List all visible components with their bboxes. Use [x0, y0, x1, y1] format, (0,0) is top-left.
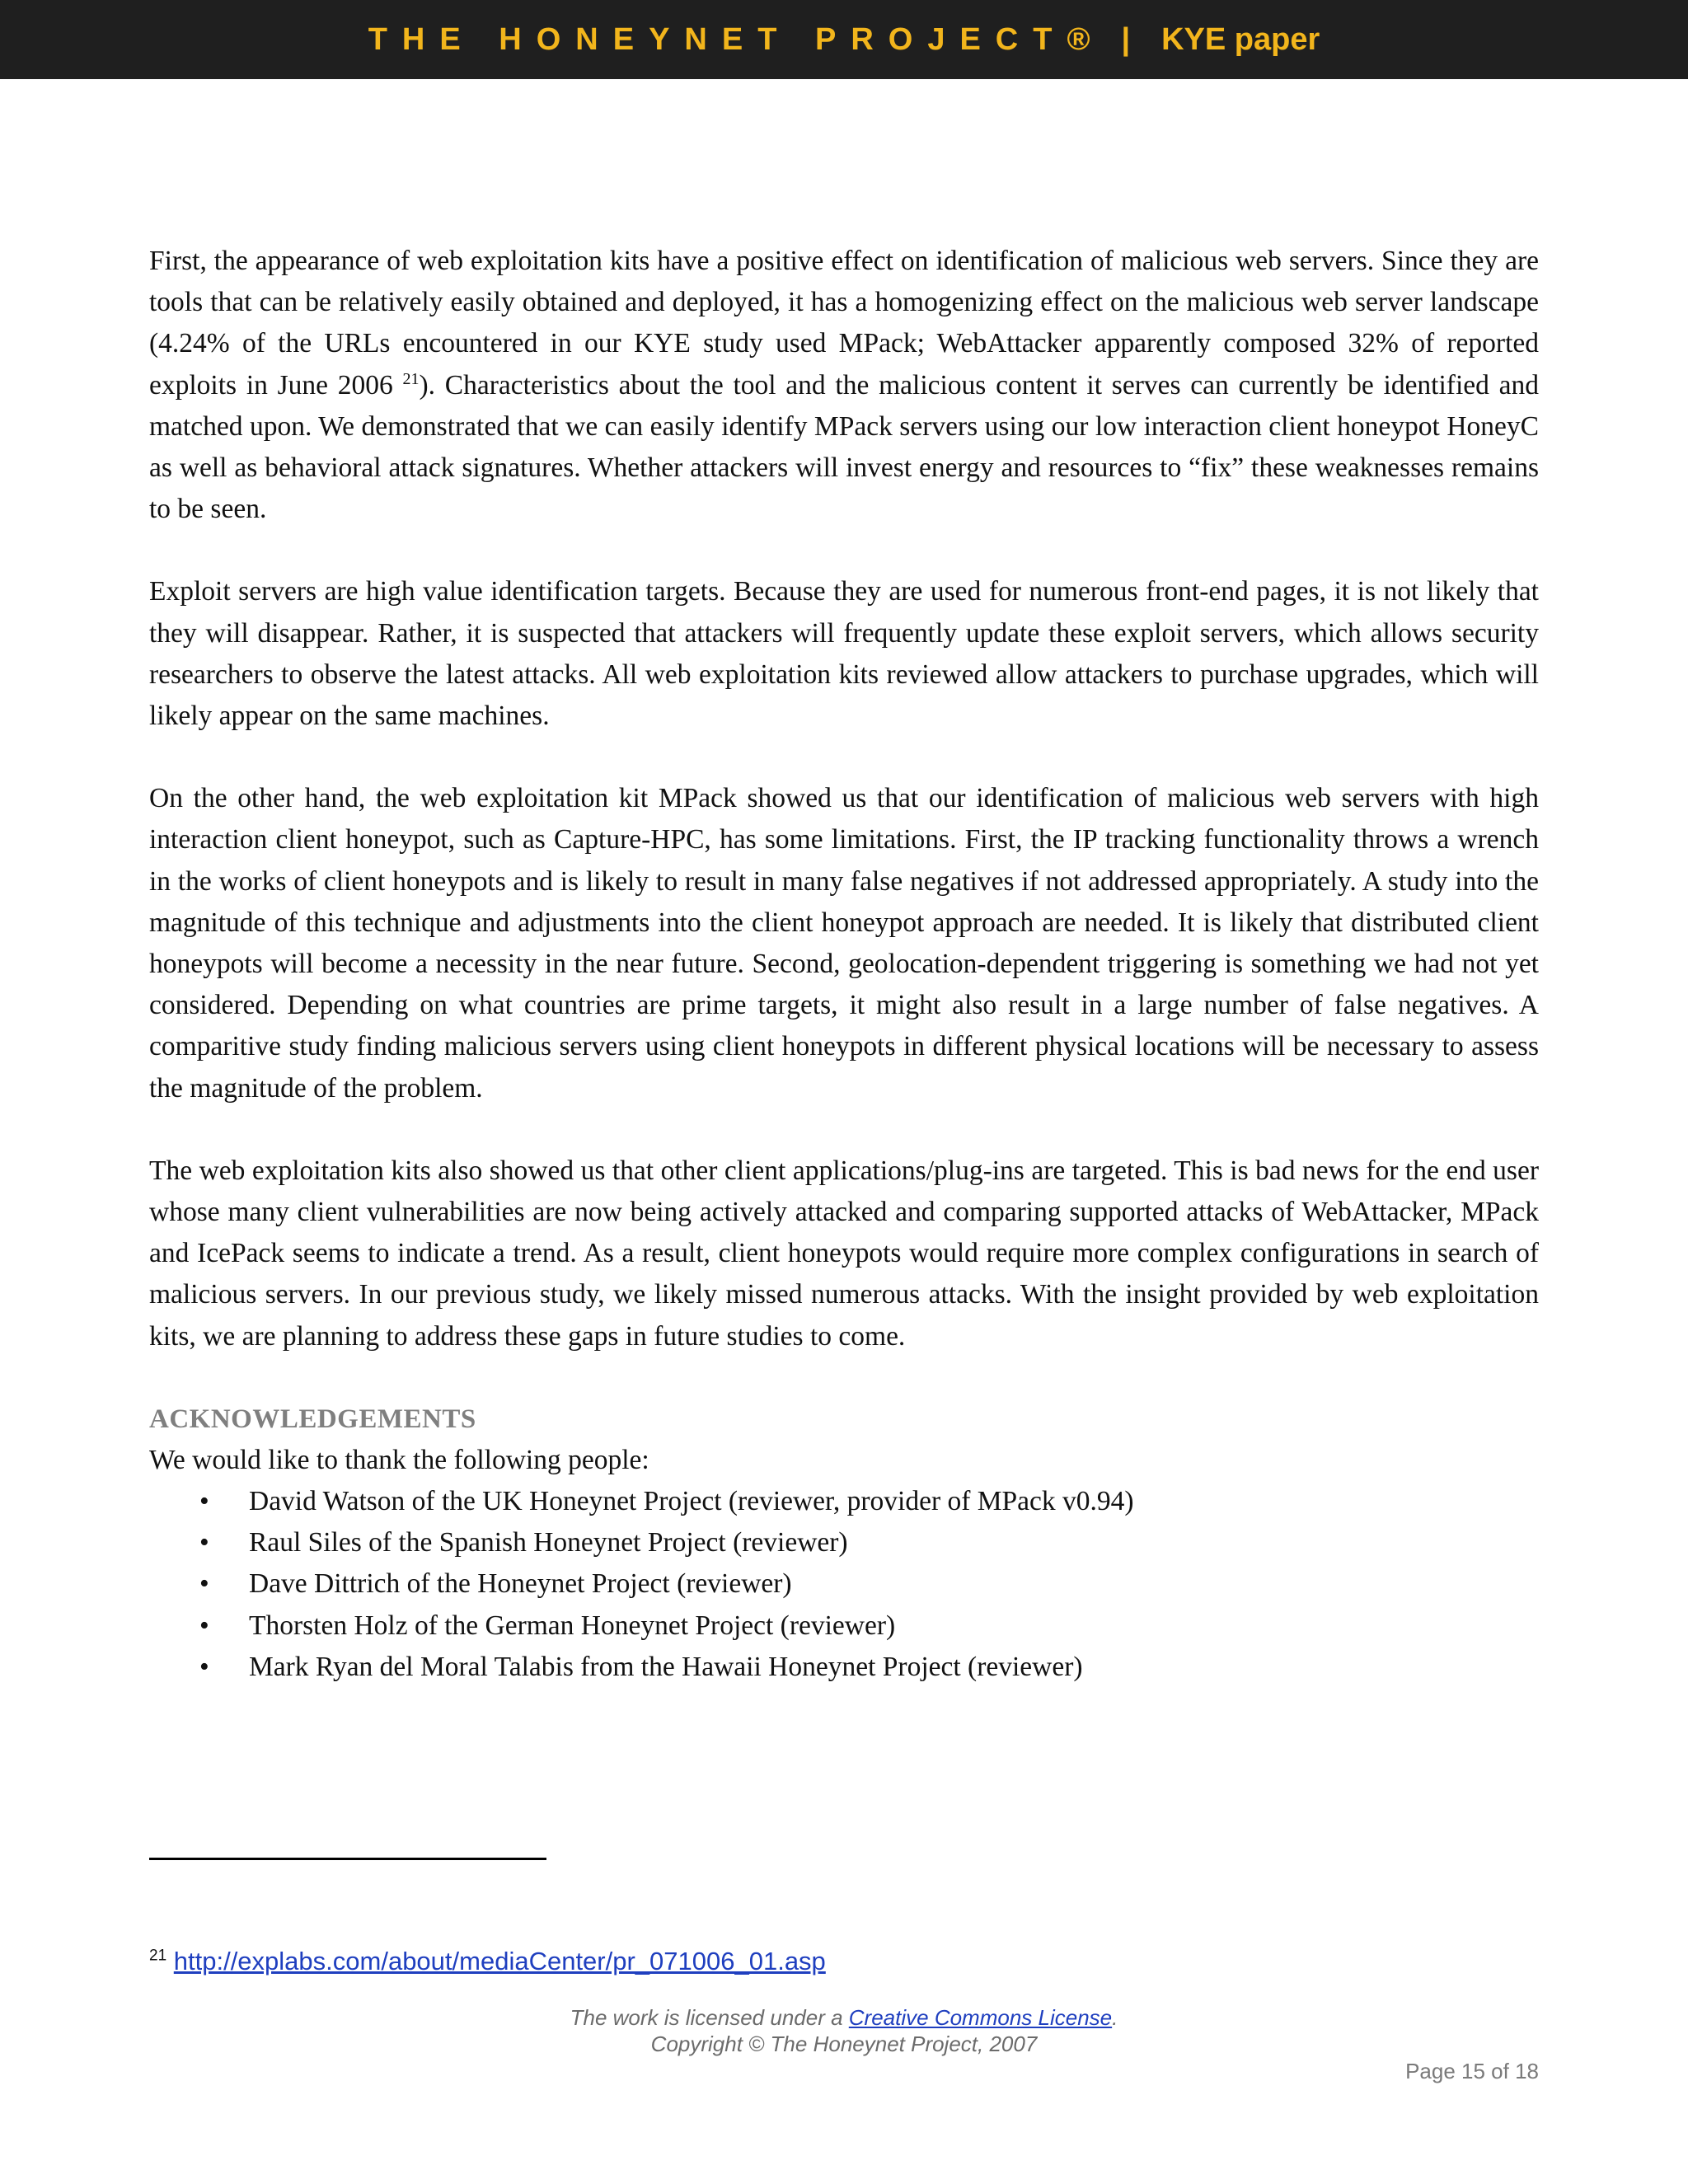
- license-suffix: .: [1112, 2005, 1118, 2030]
- header-paper-title: KYE paper: [1161, 21, 1320, 57]
- copyright-line: Copyright © The Honeynet Project, 2007: [650, 2032, 1038, 2056]
- bullet-icon: •: [199, 1651, 209, 1682]
- acknowledgements-list: [149, 1481, 1539, 1688]
- bullet-icon: •: [199, 1610, 209, 1641]
- list-item: [199, 1522, 1539, 1563]
- bullet-icon: •: [199, 1527, 209, 1558]
- list-item-text: Dave Dittrich of the Honeynet Project (reviewer): [249, 1568, 792, 1600]
- paragraph-2: Exploit servers are high value identification targets. Because they are used for numerous front-end pages, it is not likely that they will disappear. Rather, it is suspected that attackers will frequently update these exploit servers, which allows security researchers to observe the latest attacks. All web exploitation kits reviewed allow attackers to purchase upgrades, which will likely appear on the same machines.: [149, 576, 1539, 732]
- page-number: Page 15 of 18: [1405, 2059, 1539, 2083]
- list-item-text: Raul Siles of the Spanish Honeynet Project (reviewer): [249, 1527, 848, 1558]
- list-item-text: Mark Ryan del Moral Talabis from the Hawaii Honeynet Project (reviewer): [249, 1651, 1083, 1682]
- footnote-reference[interactable]: 21: [402, 369, 420, 388]
- list-item: [199, 1605, 1539, 1647]
- paragraph-1-text-b: ). Characteristics about the tool and the malicious content it serves can currently be identified and matched upon. We demonstrated that we can easily identify MPack servers using our low interaction client honeypot HoneyC as well as behavioral attack signatures. Whether attackers will invest energy and resources to “fix” these weaknesses remains to be seen.: [149, 369, 1539, 525]
- list-item: [199, 1647, 1539, 1688]
- acknowledgements-intro: We would like to thank the following people:: [149, 1444, 649, 1475]
- paragraph-1-text-a: First, the appearance of web exploitation kits have a positive effect on identification of malicious web servers. Since they are tools that can be relatively easily obtained and deployed, it has a homogenizing effect on the malicious web server landscape (4.24% of the URLs encountered in our KYE study used MPack; WebAttacker apparently composed 32% of reported exploits in June 2006: [149, 246, 1539, 401]
- license-footer: [0, 2004, 1688, 2057]
- acknowledgements-heading: ACKNOWLEDGEMENTS: [149, 1404, 476, 1434]
- list-item: [199, 1481, 1539, 1522]
- list-item-text: David Watson of the UK Honeynet Project (reviewer, provider of MPack v0.94): [249, 1486, 1134, 1517]
- header-separator: |: [1121, 21, 1131, 57]
- footnote-link[interactable]: http://explabs.com/about/mediaCenter/pr_071006_01.asp: [173, 1947, 826, 1975]
- header-project-title: THE HONEYNET PROJECT®: [368, 21, 1105, 57]
- main-content: [149, 241, 1539, 1688]
- bullet-icon: •: [199, 1486, 209, 1517]
- footnote: [149, 1945, 826, 1978]
- footnote-number: 21: [149, 1947, 167, 1965]
- footnote-separator: [149, 1858, 546, 1860]
- bullet-icon: •: [199, 1568, 209, 1600]
- license-line: [0, 2004, 1688, 2031]
- creative-commons-link[interactable]: Creative Commons License: [848, 2005, 1113, 2030]
- list-item-text: Thorsten Holz of the German Honeynet Project (reviewer): [249, 1610, 896, 1641]
- paragraph-4: The web exploitation kits also showed us that other client applications/plug-ins are targeted. This is bad news for the end user whose many client vulnerabilities are now being actively attacked and comparing supported attacks of WebAttacker, MPack and IcePack seems to indicate a trend. As a result, client honeypots would require more complex configurations in search of malicious servers. In our previous study, we likely missed numerous attacks. With the insight provided by web exploitation kits, we are planning to address these gaps in future studies to come.: [149, 1155, 1539, 1352]
- paragraph-3: On the other hand, the web exploitation kit MPack showed us that our identification of malicious web servers with high interaction client honeypot, such as Capture-HPC, has some limitations. First, the IP tracking functionality throws a wrench in the works of client honeypots and is likely to result in many false negatives if not addressed appropriately. A study into the magnitude of this technique and adjustments into the client honeypot approach are needed. It is likely that distributed client honeypots will become a necessity in the near future. Second, geolocation-dependent triggering is something we had not yet considered. Depending on what countries are prime targets, it might also result in a large number of false negatives. A comparitive study finding malicious servers using client honeypots in different physical locations will be necessary to assess the magnitude of the problem.: [149, 783, 1539, 1104]
- header-bar: [0, 0, 1688, 79]
- list-item: [199, 1563, 1539, 1605]
- paragraph-1: [149, 241, 1539, 530]
- license-prefix: The work is licensed under a: [570, 2005, 849, 2030]
